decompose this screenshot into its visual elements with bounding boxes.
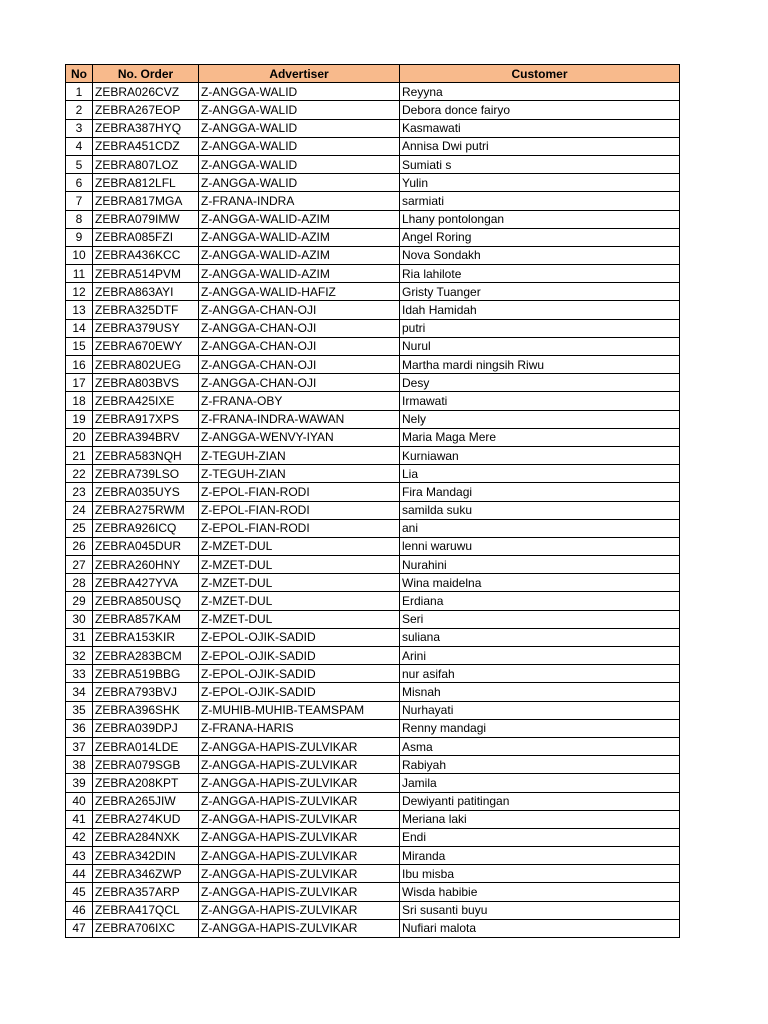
cell-customer: Nufiari malota — [400, 919, 680, 937]
cell-advertiser: Z-ANGGA-WALID — [199, 119, 400, 137]
cell-customer: Desy — [400, 374, 680, 392]
cell-order-number: ZEBRA265JIW — [93, 792, 199, 810]
cell-advertiser: Z-ANGGA-WALID-AZIM — [199, 228, 400, 246]
cell-order-number: ZEBRA379USY — [93, 319, 199, 337]
cell-customer: nur asifah — [400, 665, 680, 683]
cell-no: 31 — [66, 628, 93, 646]
cell-advertiser: Z-MZET-DUL — [199, 592, 400, 610]
cell-customer: Debora donce fairyo — [400, 101, 680, 119]
cell-no: 12 — [66, 283, 93, 301]
cell-no: 46 — [66, 901, 93, 919]
cell-advertiser: Z-ANGGA-HAPIS-ZULVIKAR — [199, 847, 400, 865]
cell-customer: Arini — [400, 647, 680, 665]
table-row — [66, 610, 680, 628]
cell-advertiser: Z-ANGGA-WALID-AZIM — [199, 246, 400, 264]
header-advertiser: Advertiser — [199, 65, 400, 83]
cell-order-number: ZEBRA793BVJ — [93, 683, 199, 701]
table-row — [66, 756, 680, 774]
table-row — [66, 792, 680, 810]
cell-order-number: ZEBRA394BRV — [93, 428, 199, 446]
cell-no: 27 — [66, 556, 93, 574]
cell-customer: Lhany pontolongan — [400, 210, 680, 228]
table-row — [66, 192, 680, 210]
cell-customer: Endi — [400, 828, 680, 846]
table-row — [66, 501, 680, 519]
cell-advertiser: Z-EPOL-OJIK-SADID — [199, 647, 400, 665]
cell-customer: Kurniawan — [400, 446, 680, 464]
cell-order-number: ZEBRA802UEG — [93, 356, 199, 374]
cell-no: 30 — [66, 610, 93, 628]
cell-customer: sarmiati — [400, 192, 680, 210]
cell-no: 24 — [66, 501, 93, 519]
cell-order-number: ZEBRA208KPT — [93, 774, 199, 792]
cell-order-number: ZEBRA926ICQ — [93, 519, 199, 537]
table-row — [66, 683, 680, 701]
table-row — [66, 774, 680, 792]
table-row — [66, 228, 680, 246]
cell-order-number: ZEBRA436KCC — [93, 246, 199, 264]
cell-advertiser: Z-EPOL-OJIK-SADID — [199, 683, 400, 701]
cell-no: 2 — [66, 101, 93, 119]
cell-order-number: ZEBRA850USQ — [93, 592, 199, 610]
table-row — [66, 483, 680, 501]
table-row — [66, 101, 680, 119]
cell-customer: lenni waruwu — [400, 537, 680, 555]
cell-customer: Angel Roring — [400, 228, 680, 246]
cell-advertiser: Z-ANGGA-CHAN-OJI — [199, 356, 400, 374]
cell-order-number: ZEBRA357ARP — [93, 883, 199, 901]
cell-advertiser: Z-ANGGA-HAPIS-ZULVIKAR — [199, 737, 400, 755]
cell-advertiser: Z-ANGGA-HAPIS-ZULVIKAR — [199, 901, 400, 919]
table-row — [66, 319, 680, 337]
table-row — [66, 83, 680, 101]
table-row — [66, 374, 680, 392]
cell-customer: Annisa Dwi putri — [400, 137, 680, 155]
cell-no: 37 — [66, 737, 93, 755]
cell-advertiser: Z-MZET-DUL — [199, 610, 400, 628]
cell-order-number: ZEBRA917XPS — [93, 410, 199, 428]
cell-advertiser: Z-EPOL-FIAN-RODI — [199, 483, 400, 501]
cell-no: 29 — [66, 592, 93, 610]
cell-customer: Renny mandagi — [400, 719, 680, 737]
cell-no: 41 — [66, 810, 93, 828]
cell-order-number: ZEBRA812LFL — [93, 174, 199, 192]
cell-advertiser: Z-EPOL-OJIK-SADID — [199, 665, 400, 683]
cell-order-number: ZEBRA583NQH — [93, 446, 199, 464]
cell-advertiser: Z-EPOL-FIAN-RODI — [199, 519, 400, 537]
table-row — [66, 865, 680, 883]
cell-customer: Rabiyah — [400, 756, 680, 774]
cell-advertiser: Z-ANGGA-WALID — [199, 101, 400, 119]
cell-advertiser: Z-EPOL-FIAN-RODI — [199, 501, 400, 519]
table-row — [66, 174, 680, 192]
cell-advertiser: Z-ANGGA-WALID — [199, 155, 400, 173]
cell-customer: Kasmawati — [400, 119, 680, 137]
cell-advertiser: Z-FRANA-HARIS — [199, 719, 400, 737]
table-row — [66, 737, 680, 755]
cell-customer: Asma — [400, 737, 680, 755]
table-row — [66, 828, 680, 846]
cell-customer: Erdiana — [400, 592, 680, 610]
table-row — [66, 701, 680, 719]
cell-no: 10 — [66, 246, 93, 264]
cell-customer: Nely — [400, 410, 680, 428]
cell-advertiser: Z-FRANA-INDRA — [199, 192, 400, 210]
table-row — [66, 647, 680, 665]
cell-order-number: ZEBRA035UYS — [93, 483, 199, 501]
cell-no: 4 — [66, 137, 93, 155]
cell-order-number: ZEBRA706IXC — [93, 919, 199, 937]
table-row — [66, 301, 680, 319]
table-row — [66, 901, 680, 919]
cell-order-number: ZEBRA817MGA — [93, 192, 199, 210]
cell-order-number: ZEBRA275RWM — [93, 501, 199, 519]
cell-no: 36 — [66, 719, 93, 737]
cell-no: 23 — [66, 483, 93, 501]
cell-no: 6 — [66, 174, 93, 192]
cell-order-number: ZEBRA283BCM — [93, 647, 199, 665]
table-body — [66, 83, 680, 938]
cell-order-number: ZEBRA085FZI — [93, 228, 199, 246]
cell-customer: Idah Hamidah — [400, 301, 680, 319]
cell-no: 7 — [66, 192, 93, 210]
cell-order-number: ZEBRA039DPJ — [93, 719, 199, 737]
cell-customer: Maria Maga Mere — [400, 428, 680, 446]
cell-customer: Wina maidelna — [400, 574, 680, 592]
cell-customer: Yulin — [400, 174, 680, 192]
cell-advertiser: Z-ANGGA-CHAN-OJI — [199, 337, 400, 355]
table-row — [66, 574, 680, 592]
cell-advertiser: Z-FRANA-OBY — [199, 392, 400, 410]
cell-no: 19 — [66, 410, 93, 428]
table-row — [66, 137, 680, 155]
cell-order-number: ZEBRA803BVS — [93, 374, 199, 392]
cell-no: 3 — [66, 119, 93, 137]
table-row — [66, 410, 680, 428]
cell-no: 47 — [66, 919, 93, 937]
cell-order-number: ZEBRA387HYQ — [93, 119, 199, 137]
cell-advertiser: Z-ANGGA-CHAN-OJI — [199, 319, 400, 337]
cell-advertiser: Z-ANGGA-HAPIS-ZULVIKAR — [199, 828, 400, 846]
cell-advertiser: Z-ANGGA-HAPIS-ZULVIKAR — [199, 883, 400, 901]
cell-customer: Lia — [400, 465, 680, 483]
cell-customer: Gristy Tuanger — [400, 283, 680, 301]
cell-order-number: ZEBRA079SGB — [93, 756, 199, 774]
cell-advertiser: Z-ANGGA-HAPIS-ZULVIKAR — [199, 756, 400, 774]
table-row — [66, 392, 680, 410]
cell-order-number: ZEBRA670EWY — [93, 337, 199, 355]
cell-customer: Seri — [400, 610, 680, 628]
cell-order-number: ZEBRA417QCL — [93, 901, 199, 919]
cell-order-number: ZEBRA519BBG — [93, 665, 199, 683]
table-row — [66, 337, 680, 355]
cell-no: 38 — [66, 756, 93, 774]
cell-order-number: ZEBRA863AYI — [93, 283, 199, 301]
cell-no: 8 — [66, 210, 93, 228]
cell-advertiser: Z-MUHIB-MUHIB-TEAMSPAM — [199, 701, 400, 719]
cell-order-number: ZEBRA807LOZ — [93, 155, 199, 173]
cell-customer: ani — [400, 519, 680, 537]
cell-advertiser: Z-ANGGA-HAPIS-ZULVIKAR — [199, 792, 400, 810]
cell-order-number: ZEBRA514PVM — [93, 265, 199, 283]
table-row — [66, 283, 680, 301]
cell-advertiser: Z-ANGGA-HAPIS-ZULVIKAR — [199, 774, 400, 792]
cell-no: 14 — [66, 319, 93, 337]
cell-no: 22 — [66, 465, 93, 483]
table-row — [66, 246, 680, 264]
cell-order-number: ZEBRA045DUR — [93, 537, 199, 555]
cell-no: 5 — [66, 155, 93, 173]
cell-order-number: ZEBRA739LSO — [93, 465, 199, 483]
cell-customer: Nurul — [400, 337, 680, 355]
cell-customer: Misnah — [400, 683, 680, 701]
cell-advertiser: Z-MZET-DUL — [199, 574, 400, 592]
cell-no: 9 — [66, 228, 93, 246]
cell-order-number: ZEBRA260HNY — [93, 556, 199, 574]
table-row — [66, 155, 680, 173]
cell-no: 42 — [66, 828, 93, 846]
cell-customer: Fira Mandagi — [400, 483, 680, 501]
cell-customer: Reyyna — [400, 83, 680, 101]
cell-advertiser: Z-ANGGA-HAPIS-ZULVIKAR — [199, 919, 400, 937]
cell-customer: putri — [400, 319, 680, 337]
table-row — [66, 265, 680, 283]
cell-customer: Nova Sondakh — [400, 246, 680, 264]
cell-no: 45 — [66, 883, 93, 901]
cell-advertiser: Z-ANGGA-WALID — [199, 137, 400, 155]
cell-no: 44 — [66, 865, 93, 883]
cell-order-number: ZEBRA325DTF — [93, 301, 199, 319]
cell-no: 34 — [66, 683, 93, 701]
cell-order-number: ZEBRA427YVA — [93, 574, 199, 592]
cell-no: 32 — [66, 647, 93, 665]
cell-no: 40 — [66, 792, 93, 810]
header-no-order: No. Order — [93, 65, 199, 83]
table-row — [66, 883, 680, 901]
table-row — [66, 537, 680, 555]
cell-order-number: ZEBRA346ZWP — [93, 865, 199, 883]
cell-order-number: ZEBRA342DIN — [93, 847, 199, 865]
cell-advertiser: Z-ANGGA-CHAN-OJI — [199, 374, 400, 392]
cell-customer: Irmawati — [400, 392, 680, 410]
cell-advertiser: Z-MZET-DUL — [199, 537, 400, 555]
table-row — [66, 356, 680, 374]
cell-no: 15 — [66, 337, 93, 355]
cell-customer: Ria lahilote — [400, 265, 680, 283]
cell-advertiser: Z-EPOL-OJIK-SADID — [199, 628, 400, 646]
cell-order-number: ZEBRA284NXK — [93, 828, 199, 846]
cell-no: 43 — [66, 847, 93, 865]
cell-order-number: ZEBRA267EOP — [93, 101, 199, 119]
cell-customer: Nurahini — [400, 556, 680, 574]
cell-order-number: ZEBRA451CDZ — [93, 137, 199, 155]
cell-advertiser: Z-ANGGA-WALID — [199, 83, 400, 101]
cell-customer: Martha mardi ningsih Riwu — [400, 356, 680, 374]
table-row — [66, 665, 680, 683]
table-row — [66, 919, 680, 937]
table-row — [66, 847, 680, 865]
cell-order-number: ZEBRA014LDE — [93, 737, 199, 755]
cell-advertiser: Z-ANGGA-HAPIS-ZULVIKAR — [199, 810, 400, 828]
cell-customer: Dewiyanti patitingan — [400, 792, 680, 810]
cell-order-number: ZEBRA396SHK — [93, 701, 199, 719]
order-sheet — [65, 64, 680, 938]
cell-no: 11 — [66, 265, 93, 283]
cell-no: 28 — [66, 574, 93, 592]
cell-customer: samilda suku — [400, 501, 680, 519]
cell-no: 33 — [66, 665, 93, 683]
cell-no: 21 — [66, 446, 93, 464]
cell-order-number: ZEBRA274KUD — [93, 810, 199, 828]
table-row — [66, 428, 680, 446]
cell-advertiser: Z-ANGGA-CHAN-OJI — [199, 301, 400, 319]
cell-advertiser: Z-TEGUH-ZIAN — [199, 446, 400, 464]
cell-advertiser: Z-ANGGA-WALID — [199, 174, 400, 192]
header-no: No — [66, 65, 93, 83]
table-row — [66, 592, 680, 610]
orders-table — [65, 64, 680, 938]
cell-customer: Jamila — [400, 774, 680, 792]
table-row — [66, 446, 680, 464]
cell-no: 26 — [66, 537, 93, 555]
cell-no: 18 — [66, 392, 93, 410]
cell-no: 39 — [66, 774, 93, 792]
cell-customer: Wisda habibie — [400, 883, 680, 901]
cell-order-number: ZEBRA425IXE — [93, 392, 199, 410]
table-row — [66, 210, 680, 228]
cell-no: 35 — [66, 701, 93, 719]
cell-advertiser: Z-TEGUH-ZIAN — [199, 465, 400, 483]
table-row — [66, 810, 680, 828]
cell-no: 25 — [66, 519, 93, 537]
cell-advertiser: Z-ANGGA-WALID-AZIM — [199, 210, 400, 228]
table-row — [66, 719, 680, 737]
cell-advertiser: Z-ANGGA-WENVY-IYAN — [199, 428, 400, 446]
cell-no: 13 — [66, 301, 93, 319]
header-customer: Customer — [400, 65, 680, 83]
cell-customer: Ibu misba — [400, 865, 680, 883]
cell-order-number: ZEBRA079IMW — [93, 210, 199, 228]
cell-no: 20 — [66, 428, 93, 446]
cell-no: 16 — [66, 356, 93, 374]
cell-order-number: ZEBRA026CVZ — [93, 83, 199, 101]
cell-advertiser: Z-ANGGA-HAPIS-ZULVIKAR — [199, 865, 400, 883]
cell-customer: Sri susanti buyu — [400, 901, 680, 919]
cell-customer: Nurhayati — [400, 701, 680, 719]
cell-no: 1 — [66, 83, 93, 101]
cell-customer: suliana — [400, 628, 680, 646]
cell-advertiser: Z-ANGGA-WALID-AZIM — [199, 265, 400, 283]
cell-order-number: ZEBRA153KIR — [93, 628, 199, 646]
cell-no: 17 — [66, 374, 93, 392]
table-row — [66, 519, 680, 537]
cell-customer: Meriana laki — [400, 810, 680, 828]
cell-advertiser: Z-MZET-DUL — [199, 556, 400, 574]
cell-customer: Sumiati s — [400, 155, 680, 173]
table-row — [66, 465, 680, 483]
cell-advertiser: Z-FRANA-INDRA-WAWAN — [199, 410, 400, 428]
table-row — [66, 556, 680, 574]
table-row — [66, 119, 680, 137]
header-row — [66, 65, 680, 83]
table-row — [66, 628, 680, 646]
cell-order-number: ZEBRA857KAM — [93, 610, 199, 628]
cell-customer: Miranda — [400, 847, 680, 865]
cell-advertiser: Z-ANGGA-WALID-HAFIZ — [199, 283, 400, 301]
